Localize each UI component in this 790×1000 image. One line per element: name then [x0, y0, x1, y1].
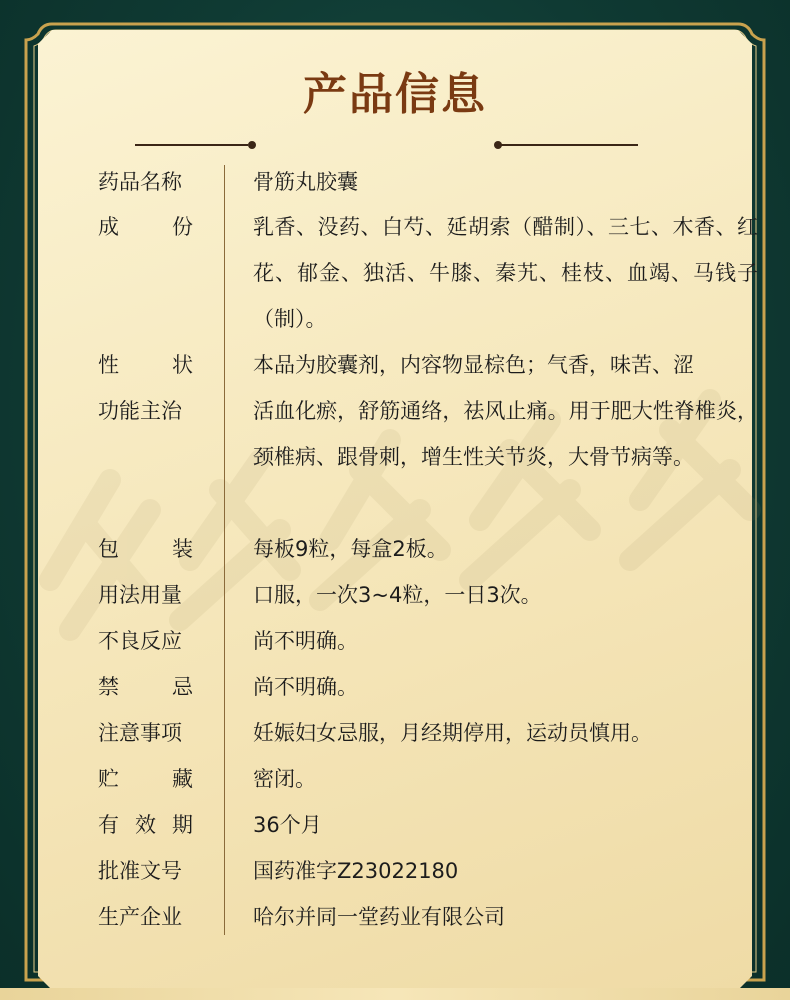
row-label: 包 装: [98, 537, 193, 561]
page-title: 产品信息: [303, 69, 487, 120]
row-label: 批准文号: [98, 859, 182, 883]
row-label: 成 份: [98, 215, 193, 239]
row-label: 功能主治: [98, 399, 182, 423]
row-value: 乳香、没药、白芍、延胡索（醋制）、三七、木香、红花、郁金、独活、牛膝、秦艽、桂枝、血竭、马钱子（制）。: [253, 215, 758, 331]
row-label: 性 状: [98, 353, 193, 377]
header: [0, 58, 790, 138]
row-value: 妊娠妇女忌服，月经期停用，运动员慎用。: [253, 721, 652, 745]
title-divider-left: [135, 144, 248, 146]
column-divider: [224, 165, 225, 935]
bottom-strip: [0, 988, 790, 1000]
row-value: 口服，一次3~4粒，一日3次。: [253, 583, 542, 607]
title-dot-left: [248, 141, 256, 149]
row-value: 国药准字Z23022180: [253, 859, 459, 883]
row-label: 用法用量: [98, 583, 182, 607]
row-label: 生产企业: [98, 905, 182, 929]
row-label: 药品名称: [98, 170, 182, 194]
row-value: 36个月: [253, 813, 322, 837]
row-value: 活血化瘀，舒筋通络，祛风止痛。用于肥大性脊椎炎，颈椎病、跟骨刺，增生性关节炎，大骨节病等。: [253, 399, 758, 469]
row-value: 本品为胶囊剂，内容物显棕色；气香，味苦、涩: [253, 353, 694, 377]
row-value: 每板9粒，每盒2板。: [253, 537, 448, 561]
row-label: 有 效 期: [98, 813, 193, 837]
row-value: 密闭。: [253, 767, 316, 791]
row-value: 尚不明确。: [253, 675, 358, 699]
row-label: 禁 忌: [98, 675, 193, 699]
row-label: 注意事项: [98, 721, 182, 745]
row-label: 贮 藏: [98, 767, 193, 791]
row-value: 骨筋丸胶囊: [253, 170, 358, 194]
row-value: 尚不明确。: [253, 629, 358, 653]
row-value: 哈尔并同一堂药业有限公司: [253, 905, 505, 929]
row-label: 不良反应: [98, 629, 182, 653]
title-divider-right: [498, 144, 638, 146]
